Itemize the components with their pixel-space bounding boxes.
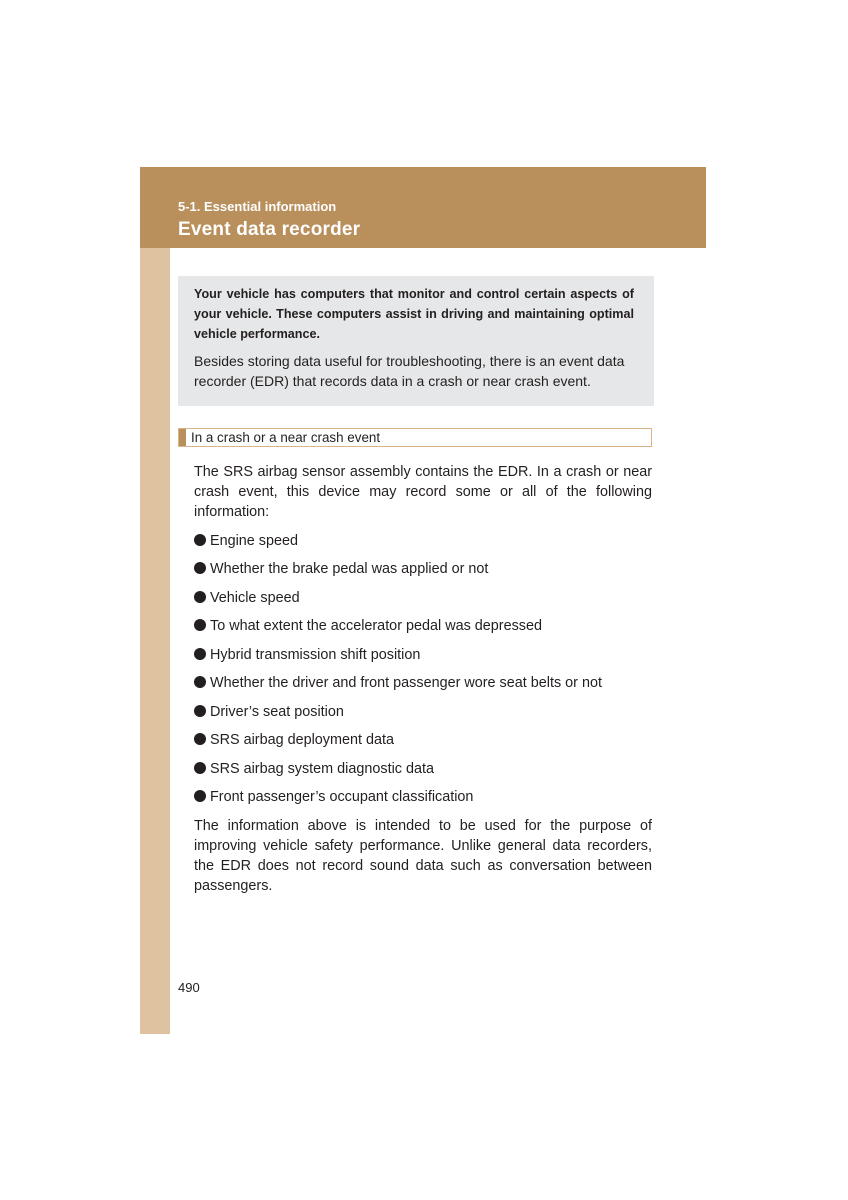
bullet-icon — [194, 591, 206, 603]
bullet-icon — [194, 790, 206, 802]
bullet-text: Engine speed — [210, 533, 299, 549]
bullet-text: To what extent the accelerator pedal was depressed — [210, 618, 542, 634]
bullet-item — [194, 588, 652, 608]
bullet-text: SRS airbag system diagnostic data — [210, 761, 434, 777]
bullet-item — [194, 673, 652, 693]
section-heading-box — [178, 428, 652, 447]
side-strip — [140, 248, 170, 1034]
bullet-text: SRS airbag deployment data — [210, 732, 394, 748]
bullet-icon — [194, 619, 206, 631]
bullet-item — [194, 559, 652, 579]
bullet-text: Driver’s seat position — [210, 704, 344, 720]
bullet-text: Whether the driver and front passenger wore seat belts or not — [210, 675, 602, 691]
bullet-item — [194, 531, 652, 551]
bullet-item — [194, 616, 652, 636]
bullet-icon — [194, 676, 206, 688]
bullet-text: Front passenger’s occupant classification — [210, 789, 474, 805]
bullet-icon — [194, 733, 206, 745]
closing-paragraph: The information above is intended to be used for the purpose of improving vehicle safety performance. Unlike general data recorders, the EDR does not record sound data such as conversation between passengers. — [194, 818, 652, 894]
bullet-icon — [194, 562, 206, 574]
bullet-item — [194, 730, 652, 750]
page-number: 490 — [178, 980, 200, 995]
bullet-text: Hybrid transmission shift position — [210, 647, 421, 663]
bullet-icon — [194, 705, 206, 717]
section-heading-marker — [179, 429, 186, 446]
bullet-icon — [194, 534, 206, 546]
bullet-item — [194, 787, 652, 807]
bullet-item — [194, 645, 652, 665]
section-label: 5-1. Essential information — [178, 199, 337, 214]
bullet-icon — [194, 762, 206, 774]
intro-regular-text: Besides storing data useful for troubleshooting, there is an event data recorder (EDR) that records data in a crash or near crash event. — [194, 353, 625, 389]
intro-bold-text: Your vehicle has computers that monitor and control certain aspects of your vehicle. These computers assist in driving and maintaining optimal vehicle performance. — [194, 287, 634, 341]
page-title: Event data recorder — [178, 219, 361, 240]
lead-paragraph: The SRS airbag sensor assembly contains the EDR. In a crash or near crash event, this device may record some or all of the following information: — [194, 464, 652, 520]
bullet-item — [194, 759, 652, 779]
bullet-item — [194, 702, 652, 722]
bullet-text: Vehicle speed — [210, 590, 300, 606]
bullet-icon — [194, 648, 206, 660]
bullet-text: Whether the brake pedal was applied or not — [210, 561, 489, 577]
section-heading: In a crash or a near crash event — [191, 430, 381, 445]
